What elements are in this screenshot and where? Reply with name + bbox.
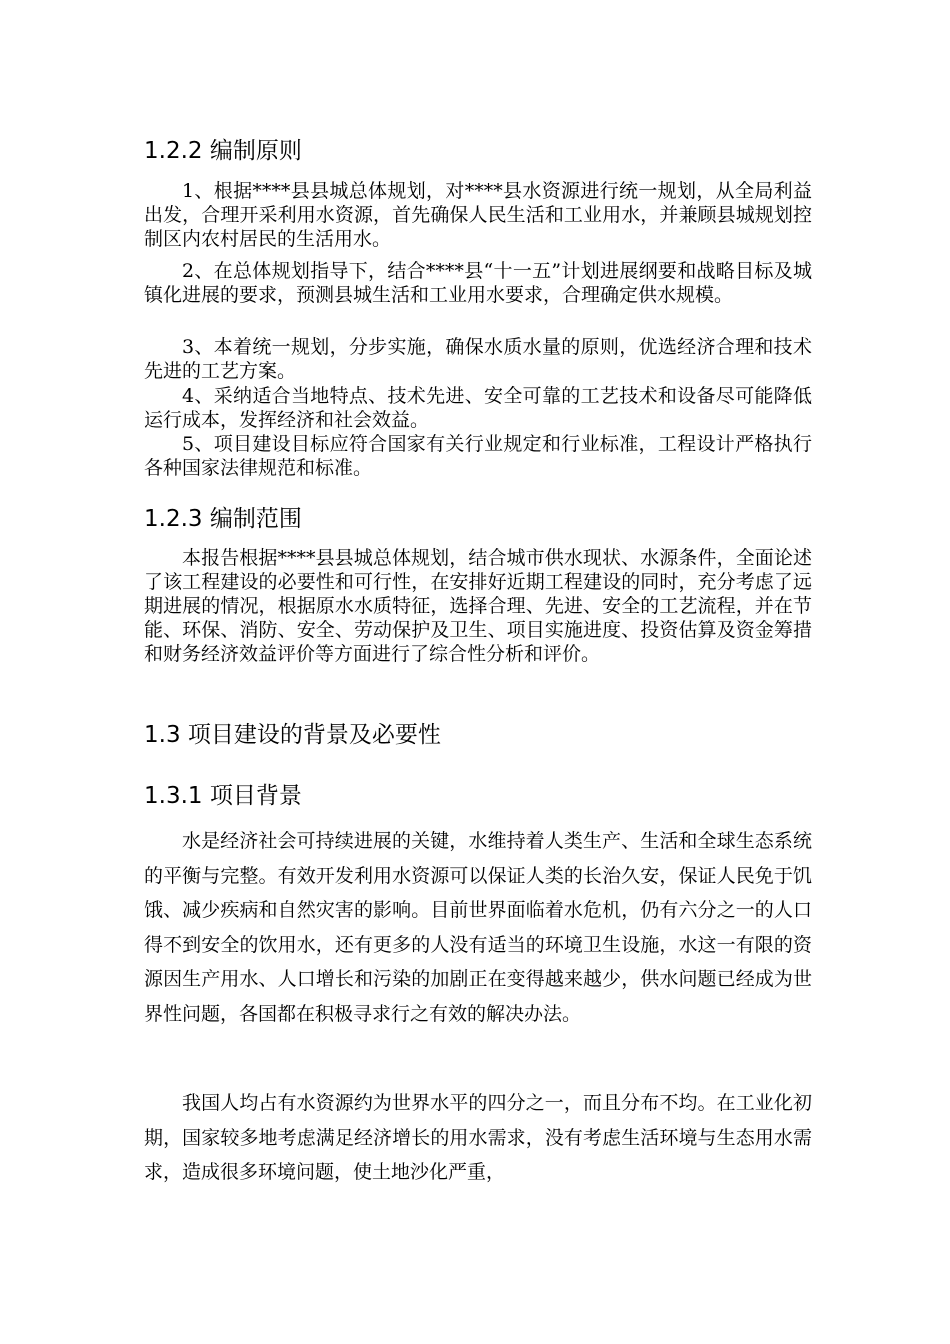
- principle-item-3: 3、本着统一规划，分步实施，确保水质水量的原则，优选经济合理和技术先进的工艺方案。: [144, 336, 812, 382]
- principle-item-5: 5、项目建设目标应符合国家有关行业规定和行业标准，工程设计严格执行各种国家法律规范和标准。: [144, 433, 812, 479]
- background-paragraph-1: 水是经济社会可持续进展的关键，水维持着人类生产、生活和全球生态系统的平衡与完整。有效开发利用水资源可以保证人类的长治久安，保证人民免于饥饿、减少疾病和自然灾害的影响。目前世界面临着水危机，仍有六分之一的人口得不到安全的饮用水，还有更多的人没有适当的环境卫生设施，水这一有限的资源因生产用水、人口增长和污染的加剧正在变得越来越少，供水问题已经成为世界性问题，各国都在积极寻求行之有效的解决办法。: [144, 830, 812, 1025]
- principle-item-2: 2、在总体规划指导下，结合****县“十一五”计划进展纲要和战略目标及城镇化进展的要求，预测县城生活和工业用水要求，合理确定供水规模。: [144, 260, 812, 306]
- section-heading-1-2-2: 1.2.2 编制原则: [144, 138, 302, 164]
- section-heading-1-2-3: 1.2.3 编制范围: [144, 506, 302, 532]
- section-heading-1-3: 1.3 项目建设的背景及必要性: [144, 722, 441, 748]
- section-heading-1-3-1: 1.3.1 项目背景: [144, 783, 302, 809]
- principle-item-4: 4、采纳适合当地特点、技术先进、安全可靠的工艺技术和设备尽可能降低运行成本，发挥经济和社会效益。: [144, 385, 812, 431]
- background-paragraph-2: 我国人均占有水资源约为世界水平的四分之一，而且分布不均。在工业化初期，国家较多地考虑满足经济增长的用水需求，没有考虑生活环境与生态用水需求，造成很多环境问题，使土地沙化严重，: [144, 1092, 812, 1183]
- principle-item-1: 1、根据****县县城总体规划，对****县水资源进行统一规划，从全局利益出发，合理开采利用水资源，首先确保人民生活和工业用水，并兼顾县城规划控制区内农村居民的生活用水。: [144, 180, 812, 250]
- scope-paragraph: 本报告根据****县县城总体规划，结合城市供水现状、水源条件，全面论述了该工程建设的必要性和可行性，在安排好近期工程建设的同时，充分考虑了远期进展的情况，根据原水水质特征，选择合理、先进、安全的工艺流程，并在节能、环保、消防、安全、劳动保护及卫生、项目实施进度、投资估算及资金筹措和财务经济效益评价等方面进行了综合性分析和评价。: [144, 547, 812, 665]
